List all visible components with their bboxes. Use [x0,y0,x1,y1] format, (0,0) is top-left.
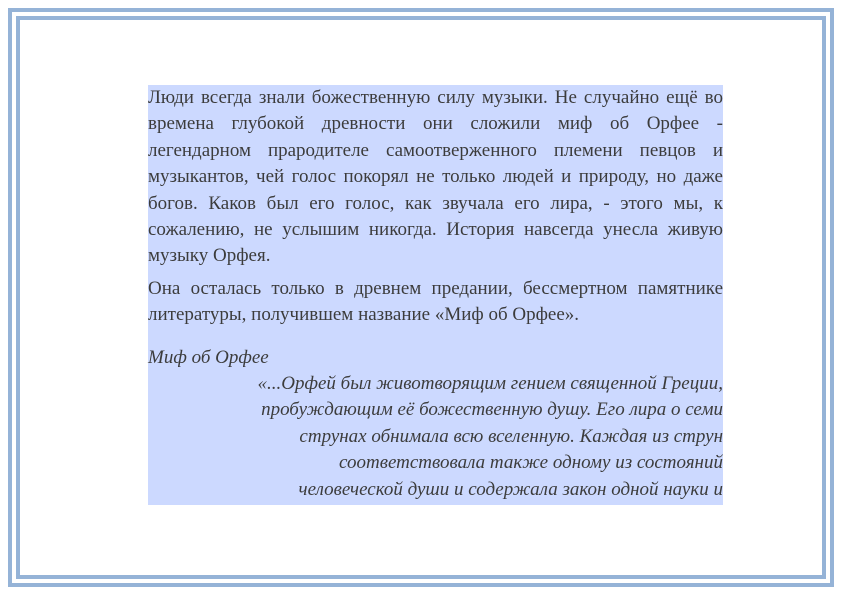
quote-block [148,371,723,503]
quote-line: человеческой души и содержала закон одной науки и [298,478,723,500]
myth-title: Миф об Орфее [148,346,269,368]
quote-line: «...Орфей был животворящим гением священной Греции, [257,373,723,395]
quote-line: соответствовала также одному из состояний [339,452,723,474]
quote-line: пробуждающим её божественную душу. Его лира о семи [261,399,723,421]
paragraph-intro: Люди всегда знали божественную силу музыки. Не случайно ещё во времена глубокой древности они сложили миф об Орфее - легендарном прародителе самоотверженного племени певцов и музыкантов, чей голос покорял не только людей и природу, но даже богов. Каков был его голос, как звучала его лира, - этого мы, к сожалению, не услышим никогда. История навсегда унесла живую музыку Орфея. [148,87,723,267]
paragraph-myth-mention: Она осталась только в древнем предании, бессмертном памятнике литературы, получившем название «Миф об Орфее». [148,277,723,326]
text-block [148,85,723,505]
quote-line: струнах обнимала всю вселенную. Каждая из струн [299,425,723,447]
